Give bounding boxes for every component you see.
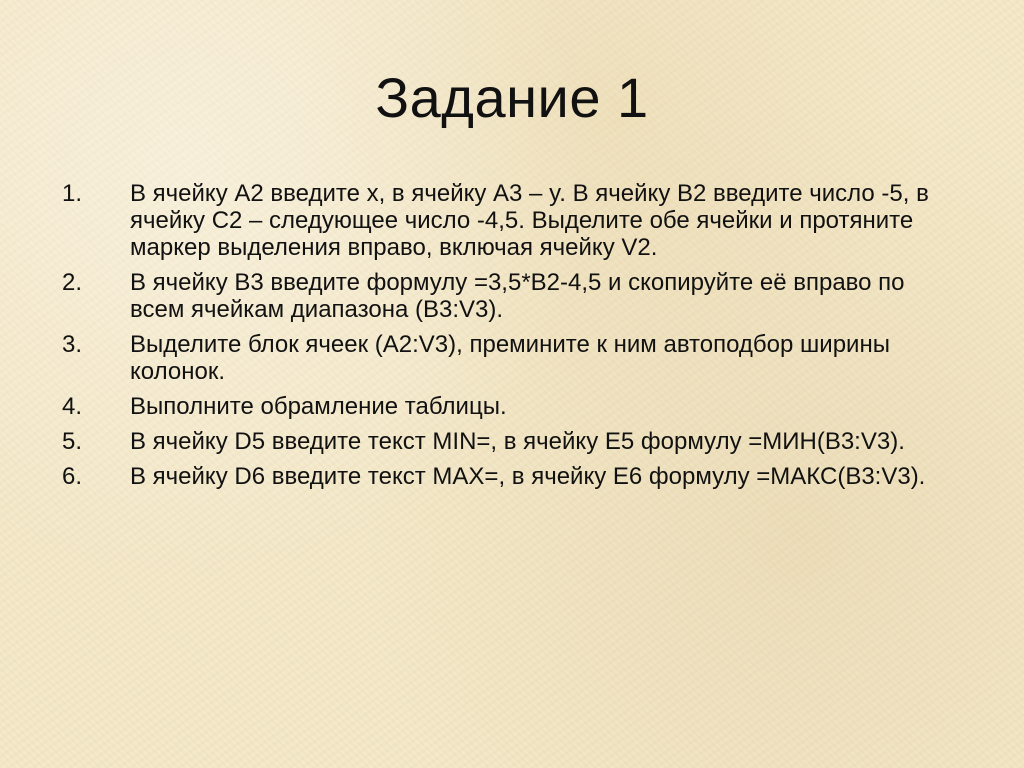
list-item (60, 269, 960, 323)
slide-title: Задание 1 (375, 66, 649, 129)
list-item (60, 393, 960, 420)
list-item-text: Выделите блок ячеек (А2:V3), премините к ним автоподбор ширины колонок. (130, 331, 890, 385)
list-item (60, 428, 960, 455)
list-item-number: 5. (62, 428, 83, 455)
list-item (60, 180, 960, 261)
list-item-text: Выполните обрамление таблицы. (130, 393, 507, 420)
list-item-number: 6. (62, 463, 83, 490)
list-item-text: В ячейку D6 введите текст MAX=, в ячейку E6 формулу =МАКС(В3:V3). (130, 463, 926, 490)
task-list (60, 180, 960, 498)
list-item-number: 2. (62, 269, 83, 296)
list-item-number: 3. (62, 331, 83, 358)
list-item-text: В ячейку D5 введите текст MIN=, в ячейку E5 формулу =МИН(В3:V3). (130, 428, 905, 455)
list-item-text: В ячейку В3 введите формулу =3,5*В2-4,5 и скопируйте её вправо по всем ячейкам диапазона (В3:V3). (130, 269, 905, 323)
list-item-text: В ячейку А2 введите x, в ячейку А3 – y. В ячейку В2 введите число -5, в ячейку С2 – следующее число -4,5. Выделите обе ячейки и протяните маркер выделения вправо, включая ячейку V2. (130, 180, 929, 261)
list-item (60, 463, 960, 490)
list-item (60, 331, 960, 385)
list-item-number: 4. (62, 393, 83, 420)
list-item-number: 1. (62, 180, 83, 207)
